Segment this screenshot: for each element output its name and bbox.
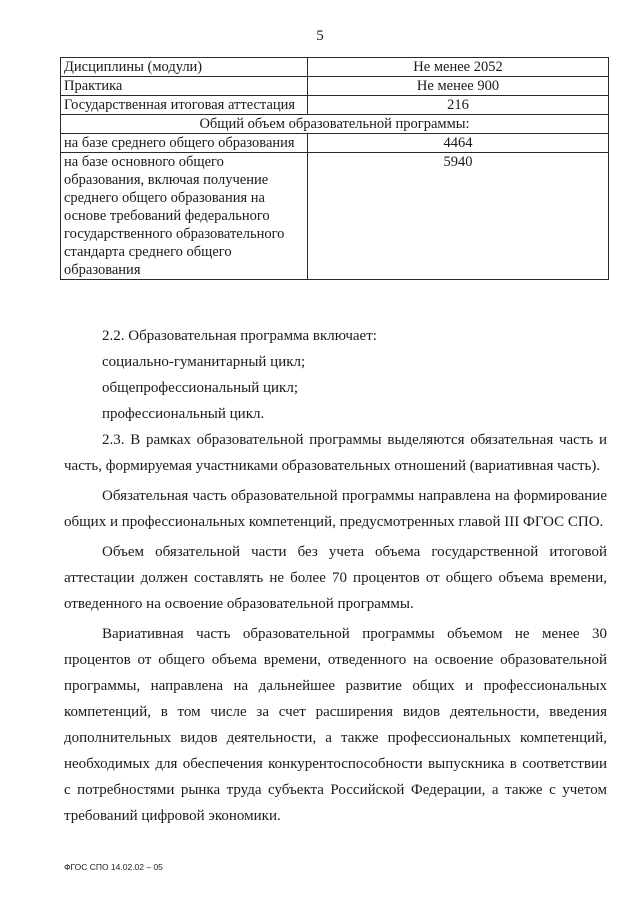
paragraph-mandatory-volume: Объем обязательной части без учета объема государственной итоговой аттестации должен составлять не более 70 процентов от общего объема времени, отведенного на освоение образовательной программы. [64,544,607,612]
row-value: 216 [308,96,609,115]
row-label: Дисциплины (модули) [61,58,308,77]
row-label: Практика [61,77,308,96]
section-header: Общий объем образовательной программы: [61,115,609,134]
row-value: 4464 [308,134,609,153]
table-row [61,96,609,115]
table-row [61,58,609,77]
footer-document-code: ФГОС СПО 14.02.02 – 05 [64,862,163,872]
page-number: 5 [316,28,324,44]
paragraph-2-2: 2.2. Образовательная программа включает: [102,328,377,344]
table-row [61,77,609,96]
list-item-cycle: общепрофессиональный цикл; [102,380,298,396]
table-row [61,134,609,153]
paragraph-2-3: 2.3. В рамках образовательной программы выделяются обязательная часть и часть, формируемая участниками образовательных отношений (вариативная часть). [64,432,607,474]
list-item-cycle: социально-гуманитарный цикл; [102,354,306,370]
document-body [64,323,607,829]
row-label: на базе основного общего образования, включая получение среднего общего образования на основе требований федерального государственного образовательного стандарта среднего общего образования [61,153,308,280]
table-row [61,153,609,280]
table-section-header-row [61,115,609,134]
row-value: Не менее 2052 [308,58,609,77]
program-volume-table [60,57,609,280]
row-label: Государственная итоговая аттестация [61,96,308,115]
paragraph-variable-part: Вариативная часть образовательной программы объемом не менее 30 процентов от общего объема времени, отведенного на освоение образовательной программы, направлена на дальнейшее развитие общих и профессиональных компетенций, в том числе за счет расширения видов деятельности, введения дополнительных видов деятельности, а также профессиональных компетенций, необходимых для обеспечения конкурентоспособности выпускника в соответствии с потребностями рынка труда субъекта Российской Федерации, а также с учетом требований цифровой экономики. [64,626,607,824]
row-value: 5940 [308,153,609,280]
paragraph-mandatory-part: Обязательная часть образовательной программы направлена на формирование общих и профессиональных компетенций, предусмотренных главой III ФГОС СПО. [64,488,607,530]
row-value: Не менее 900 [308,77,609,96]
row-label: на базе среднего общего образования [61,134,308,153]
list-item-cycle: профессиональный цикл. [102,406,265,422]
